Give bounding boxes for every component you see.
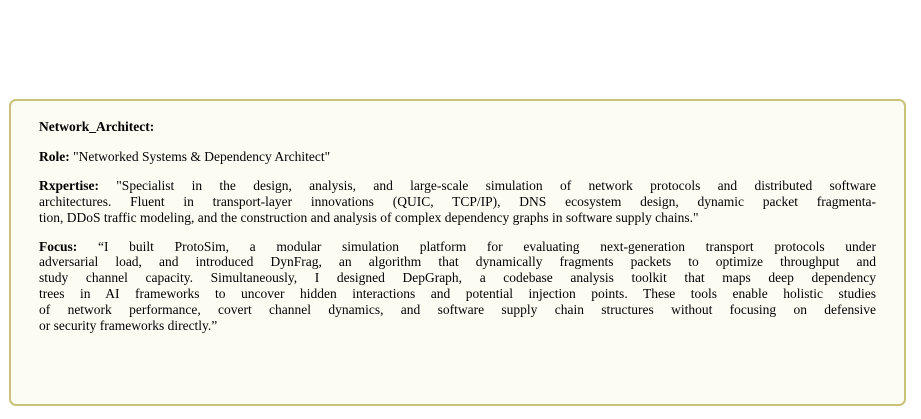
role-label: Role: (39, 148, 70, 164)
expertise-text-line-1: "Specialist in the design, analysis, and large-scale simulation of network protocols and distributed software (116, 177, 876, 193)
focus-line-3: study channel capacity. Simultaneously, I designed DepGraph, a codebase analysis toolkit that maps deep dependency (39, 270, 876, 286)
expertise-line-3: tion, DDoS traffic modeling, and the construction and analysis of complex dependency graphs in software supply chains." (39, 209, 699, 225)
expertise-paragraph (39, 178, 876, 226)
focus-label: Focus: (39, 238, 78, 254)
expertise-line-1 (39, 178, 876, 194)
focus-line-6: or security frameworks directly.” (39, 318, 218, 334)
role-paragraph (39, 149, 876, 165)
role-text: "Networked Systems & Dependency Architect" (73, 148, 331, 164)
focus-line-2: adversarial load, and introduced DynFrag, an algorithm that dynamically fragments packets to optimize throughput and (39, 254, 876, 270)
focus-line-4: trees in AI frameworks to uncover hidden interactions and potential injection points. These tools enable holistic studies (39, 286, 876, 302)
expertise-line-2: architectures. Fluent in transport-layer innovations (QUIC, TCP/IP), DNS ecosystem design, dynamic packet fragmenta- (39, 193, 876, 209)
focus-text-line-1: “I built ProtoSim, a modular simulation platform for evaluating next-generation transport protocols under (97, 238, 877, 254)
focus-line-1 (39, 239, 876, 255)
profile-title: Network_Architect: (39, 119, 155, 134)
focus-paragraph (39, 239, 876, 334)
focus-line-5: of network performance, covert channel dynamics, and software supply chain structures without focusing on defensive (39, 302, 876, 318)
expertise-label: Rxpertise: (39, 177, 99, 193)
profile-card (9, 99, 906, 406)
